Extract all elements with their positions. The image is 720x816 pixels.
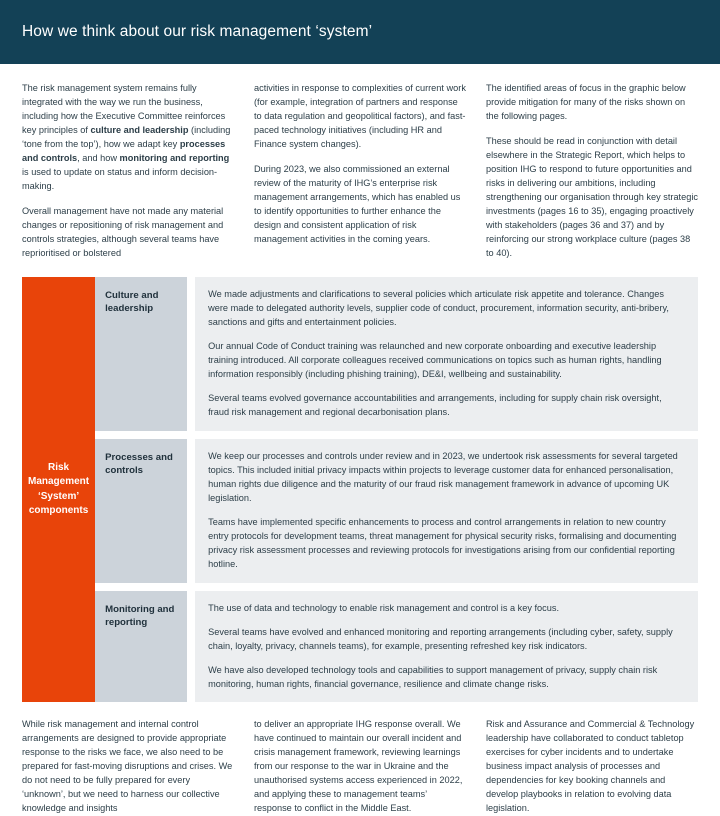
footer-column-2 [254, 718, 466, 816]
component-label-processes-and-controls: Processes and controls [95, 439, 187, 583]
component-paragraph: We keep our processes and controls under review and in 2023, we undertook risk assessments for several targeted topics. This included initial privacy impacts within projects to leverage customer data for enhanced personalisation, human rights due diligence and the maturity of our fraud risk management framework in advance of upcoming UK legislation. [208, 450, 678, 503]
component-label-culture-and-leadership: Culture and leadership [95, 277, 187, 431]
intro-p1-bold-3: monitoring and reporting [119, 152, 230, 163]
footer-columns [0, 702, 720, 816]
component-row-culture-and-leadership [95, 277, 698, 431]
intro-paragraph-2: Overall management have not made any material changes or repositioning of risk management and controls strategies, although several teams have reprioritised or bolstered [22, 205, 224, 258]
intro-columns [0, 64, 720, 261]
intro-column-3 [486, 82, 698, 261]
intro-p1-bold-2: processes and controls [22, 138, 226, 163]
component-body-monitoring-and-reporting [195, 591, 698, 703]
intro-p1-text-4: is used to update on status and inform decision-making. [22, 166, 218, 191]
footer-column-1 [22, 718, 234, 816]
component-paragraph: We have also developed technology tools and capabilities to support management of privacy, supply chain risk monitoring, human rights, financial governance, resilience and climate change risks. [208, 664, 658, 689]
footer-column-3 [486, 718, 698, 816]
component-row-monitoring-and-reporting [95, 591, 698, 703]
component-paragraph: Teams have implemented specific enhancements to process and control arrangements in relation to new country entry protocols for development teams, threat management for physical security risks, formalising and documenting privacy risk assessment processes and reviewing protocols for investigations arising from our confidential reporting hotline. [208, 516, 677, 569]
component-paragraph: We made adjustments and clarifications to several policies which articulate risk appetite and tolerance. Changes were made to delegated authority levels, supplier code of conduct, procurement, information security, anti-bribery, sanctions and gifts and entertainment policies. [208, 288, 669, 327]
intro-paragraph-6: These should be read in conjunction with detail elsewhere in the Strategic Report, which helps to position IHG to respond to future opportunities and risks in delivering our ambitions, including strengthening our organisation through key strategic investments (pages 16 to 35), engaging proactively with stakeholders (pages 36 and 37) and by reinforcing our strong workplace culture (pages 38 to 40). [486, 135, 698, 258]
components-section [0, 277, 720, 703]
footer-paragraph-3: Risk and Assurance and Commercial & Technology leadership have collaborated to conduct tabletop exercises for cyber incidents and to undertake business impact analysis of processes and dependencies for key booking channels and develop playbooks in relation to evolving data legislation. [486, 719, 695, 814]
component-paragraph: Our annual Code of Conduct training was relaunched and new corporate onboarding and executive leadership training introduced. All corporate colleagues received communications on topics such as human rights, handling information responsibly (including phishing training), DE&I, wellbeing and sustainability. [208, 340, 662, 379]
intro-paragraph-1 [22, 82, 234, 194]
components-rows [95, 277, 698, 703]
intro-paragraph-5: The identified areas of focus in the graphic below provide mitigation for many of the risks shown on the following pages. [486, 83, 686, 121]
intro-paragraph-3: activities in response to complexities of current work (for example, integration of partners and response to data regulation and geopolitical factors), and fast-paced technology initiatives (including HR and Finance system changes). [254, 83, 466, 149]
page-header [0, 0, 720, 64]
intro-paragraph-4: During 2023, we also commissioned an external review of the maturity of IHG’s enterprise risk management arrangements, which has enabled us to identify opportunities to further enhance the design and consistent application of risk management activities in the coming years. [254, 163, 461, 244]
intro-column-1 [22, 82, 234, 261]
component-paragraph: Several teams have evolved and enhanced monitoring and reporting arrangements (including cyber, safety, supply chain, loyalty, privacy, channels teams), for example, presenting refreshed key risk indicators. [208, 626, 673, 651]
component-paragraph: The use of data and technology to enable risk management and control is a key focus. [208, 602, 559, 613]
intro-column-2 [254, 82, 466, 261]
component-row-processes-and-controls [95, 439, 698, 583]
footer-paragraph-1: While risk management and internal control arrangements are designed to provide appropriate response to the risks we face, we also need to be prepared for fast-moving disruptions and crises. We do not need to be fully prepared for every ‘unknown’, but we need to harness our collective knowledge and insights [22, 719, 233, 814]
component-body-culture-and-leadership [195, 277, 698, 431]
components-sidebar [22, 277, 95, 703]
component-label-monitoring-and-reporting: Monitoring and reporting [95, 591, 187, 703]
component-paragraph: Several teams evolved governance accountabilities and arrangements, including for supply chain risk oversight, fraud risk management and regional decarbonisation plans. [208, 392, 662, 417]
components-sidebar-label: Risk Management ‘System’ components [28, 461, 90, 517]
intro-p1-text-2: (including ‘tone from the top’), how we adapt key [22, 124, 231, 149]
footer-paragraph-2: to deliver an appropriate IHG response overall. We have continued to maintain our overall incident and crisis management framework, reviewing learnings from our response to the war in Ukraine and the unauthorised systems access experienced in 2022, and applying these to management teams’ response to conflict in the Middle East. [254, 719, 463, 814]
intro-p1-bold-1: culture and leadership [90, 124, 189, 135]
intro-p1-text-1: The risk management system remains fully integrated with the way we run the business, including how the Executive Committee reinforces key principles of [22, 83, 226, 135]
component-body-processes-and-controls [195, 439, 698, 583]
intro-p1-text-3: , and how [77, 152, 120, 163]
page-title: How we think about our risk management ‘system’ [22, 23, 373, 40]
